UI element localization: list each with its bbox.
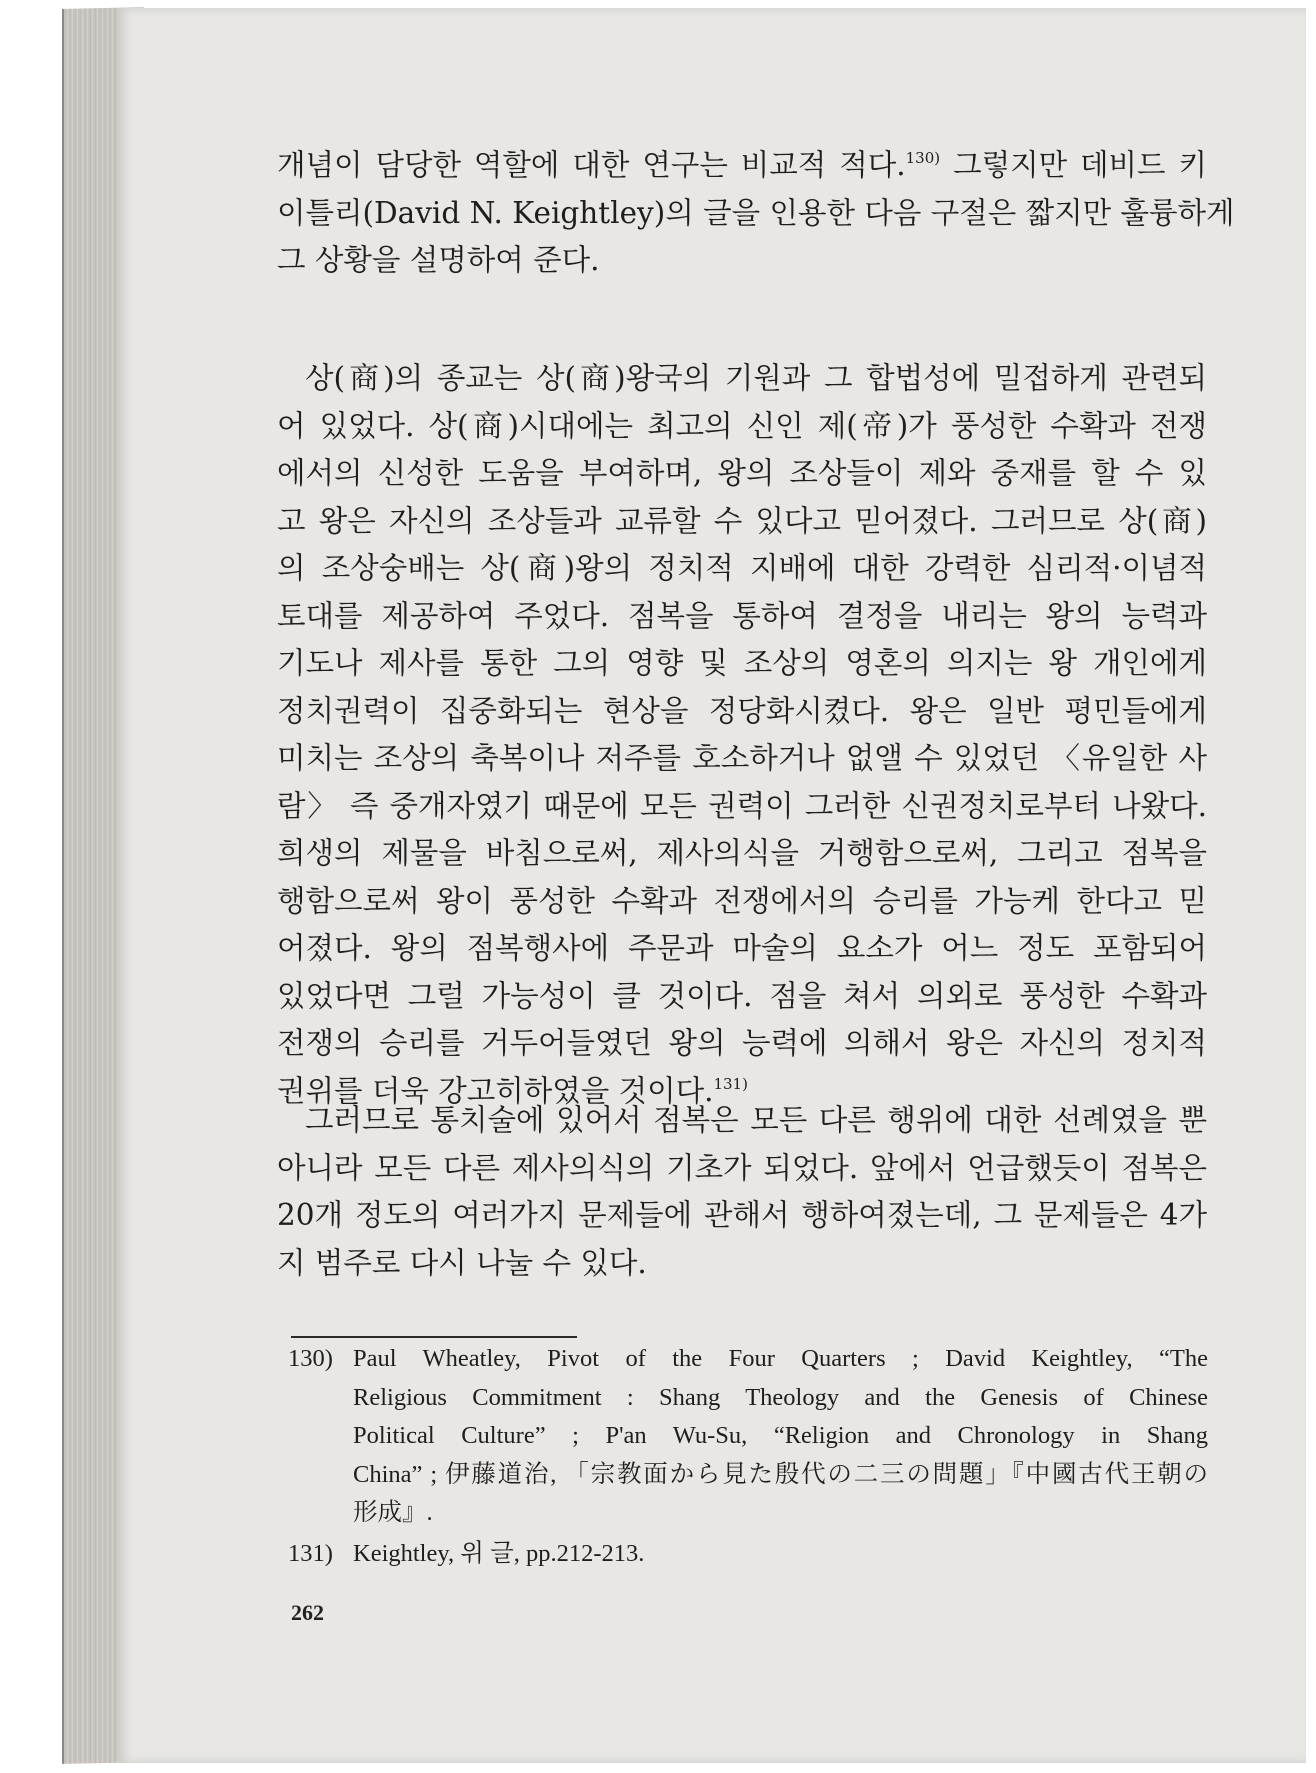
quote-line: 행함으로써 왕이 풍성한 수확과 전쟁에서의 승리를 가능케 한다고 믿 [277,883,1207,918]
closing-line: 지 범주로 다시 나눌 수 있다. [277,1245,647,1280]
quote-line: 토대를 제공하여 주었다. 점복을 통하여 결정을 내리는 왕의 능력과 [277,598,1207,633]
quote-line: 미치는 조상의 축복이나 저주를 호소하거나 없앨 수 있었던 〈유일한 사 [277,741,1207,775]
quote-line: 상(商)의 종교는 상(商)왕국의 기원과 그 합법성에 밀접하게 관련되 [305,361,1207,395]
footnote-number: 130) [288,1345,333,1372]
footnote-number: 131) [288,1539,333,1567]
intro-paragraph [277,142,1235,285]
intro-line-1: 개념이 담당한 역할에 대한 연구는 비교적 적다. [277,148,906,182]
closing-line: 20개 정도의 여러가지 문제들에 관해서 행하여졌는데, 그 문제들은 4가 [277,1198,1207,1232]
block-quote [277,355,1207,1115]
footnote-line: Political Culture” ; P'an Wu-Su, “Religion and Chronology in Shang [353,1422,1208,1449]
closing-line: 아니라 모든 다른 제사의식의 기초가 되었다. 앞에서 언급했듯이 점복은 [277,1150,1207,1185]
footnote-line: Religious Commitment : Shang Theology and the Genesis of Chinese [353,1383,1208,1411]
quote-line: 에서의 신성한 도움을 부여하며, 왕의 조상들이 제와 중재를 할 수 있 [277,456,1207,490]
page-number: 262 [291,1600,324,1625]
closing-line: 그러므로 통치술에 있어서 점복은 모든 다른 행위에 대한 선례였을 뿐 [305,1103,1207,1137]
quote-line: 람〉 즉 중개자였기 때문에 모든 권력이 그러한 신권정치로부터 나왔다. [277,788,1207,823]
footnote-ref-130: 130) [905,149,941,167]
quote-line: 희생의 제물을 바침으로써, 제사의식을 거행함으로써, 그리고 점복을 [277,836,1207,870]
footnote-line: Paul Wheatley, Pivot of the Four Quarters ; David Keightley, “The [353,1345,1208,1372]
quote-line: 권위를 더욱 강고히하였을 것이다. [277,1073,714,1108]
footnote-line: 形成』. [353,1499,433,1526]
footnote-divider [291,1336,577,1338]
intro-line-1-tail: 그렇지만 데비드 키 [953,148,1207,182]
quote-line: 어 있었다. 상(商)시대에는 최고의 신인 제(帝)가 풍성한 수확과 전쟁 [277,408,1207,443]
quote-line: 전쟁의 승리를 거두어들였던 왕의 능력에 의해서 왕은 자신의 정치적 [277,1026,1207,1060]
quote-line: 고 왕은 자신의 조상들과 교류할 수 있다고 믿어졌다. 그러므로 상(商) [277,503,1207,538]
footnote-131 [288,1535,1208,1574]
quote-line: 정치권력이 집중화되는 현상을 정당화시켰다. 왕은 일반 평민들에게 [277,693,1207,728]
quote-line: 있었다면 그럴 가능성이 클 것이다. 점을 쳐서 의외로 풍성한 수확과 [277,978,1207,1013]
footnotes [288,1340,1208,1573]
quote-line: 기도나 제사를 통한 그의 영향 및 조상의 영혼의 의지는 왕 개인에게 [277,646,1207,680]
intro-line-2: 이틀리(David N. Keightley)의 글을 인용한 다음 구절은 짧지만 훌륭하게 [277,195,1235,230]
intro-line-3: 그 상황을 설명하여 준다. [277,243,600,277]
footnote-line: Keightley, 위 글, pp.212-213. [353,1539,645,1567]
footnote-ref-131: 131) [713,1074,748,1093]
closing-paragraph [277,1097,1207,1287]
quote-line: 어졌다. 왕의 점복행사에 주문과 마술의 요소가 어느 정도 포함되어 [277,931,1207,965]
quote-line: 의 조상숭배는 상(商)왕의 정치적 지배에 대한 강력한 심리적·이념적 [277,551,1207,585]
footnote-130 [288,1340,1208,1533]
footnote-line: China” ; 伊藤道治, 「宗教面から見た殷代の二三の問題」『中國古代王朝の [353,1460,1208,1488]
